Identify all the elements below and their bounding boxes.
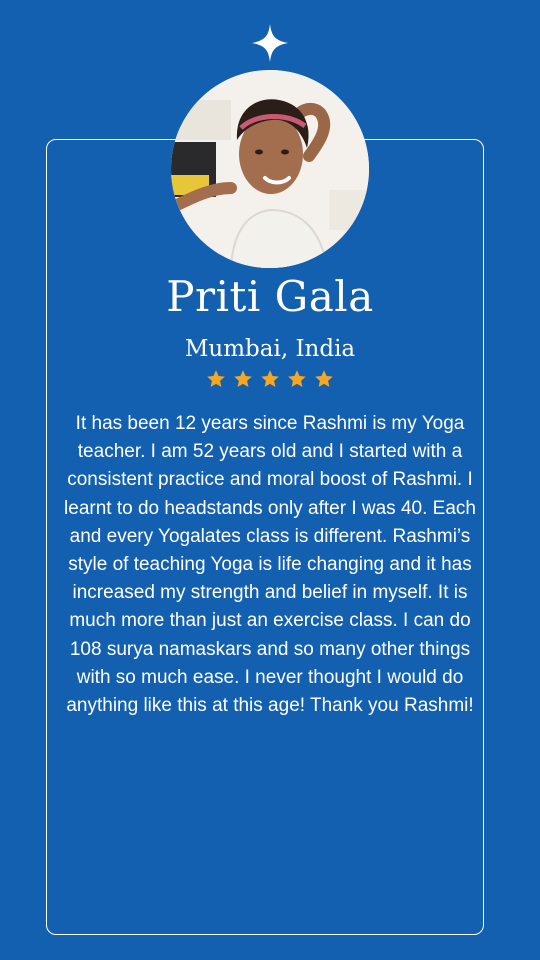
reviewer-location: Mumbai, India <box>184 336 356 362</box>
star-rating <box>0 369 540 393</box>
avatar-photo <box>171 70 369 268</box>
star-icon <box>206 369 226 389</box>
star-icon <box>314 369 334 389</box>
star-icon <box>233 369 253 389</box>
sparkle-icon <box>252 24 288 62</box>
star-icon <box>260 369 280 389</box>
testimonial-quote: It has been 12 years since Rashmi is my Yoga teacher. I am 52 years old and I started with a consistent practice and moral boost of Rashmi. I learnt to do headstands only after I was 40. Each and every Yogalates class is different. Rashmi’s style of teaching Yoga is life changing and it has increased my strength and belief in myself. It is much more than just an exercise class. I can do 108 surya namaskars and so many other things with so much ease. I never thought I would do anything like this at this age! Thank you Rashmi! <box>64 413 476 717</box>
star-icon <box>287 369 307 389</box>
avatar <box>171 70 369 268</box>
reviewer-name: Priti Gala <box>166 272 374 321</box>
